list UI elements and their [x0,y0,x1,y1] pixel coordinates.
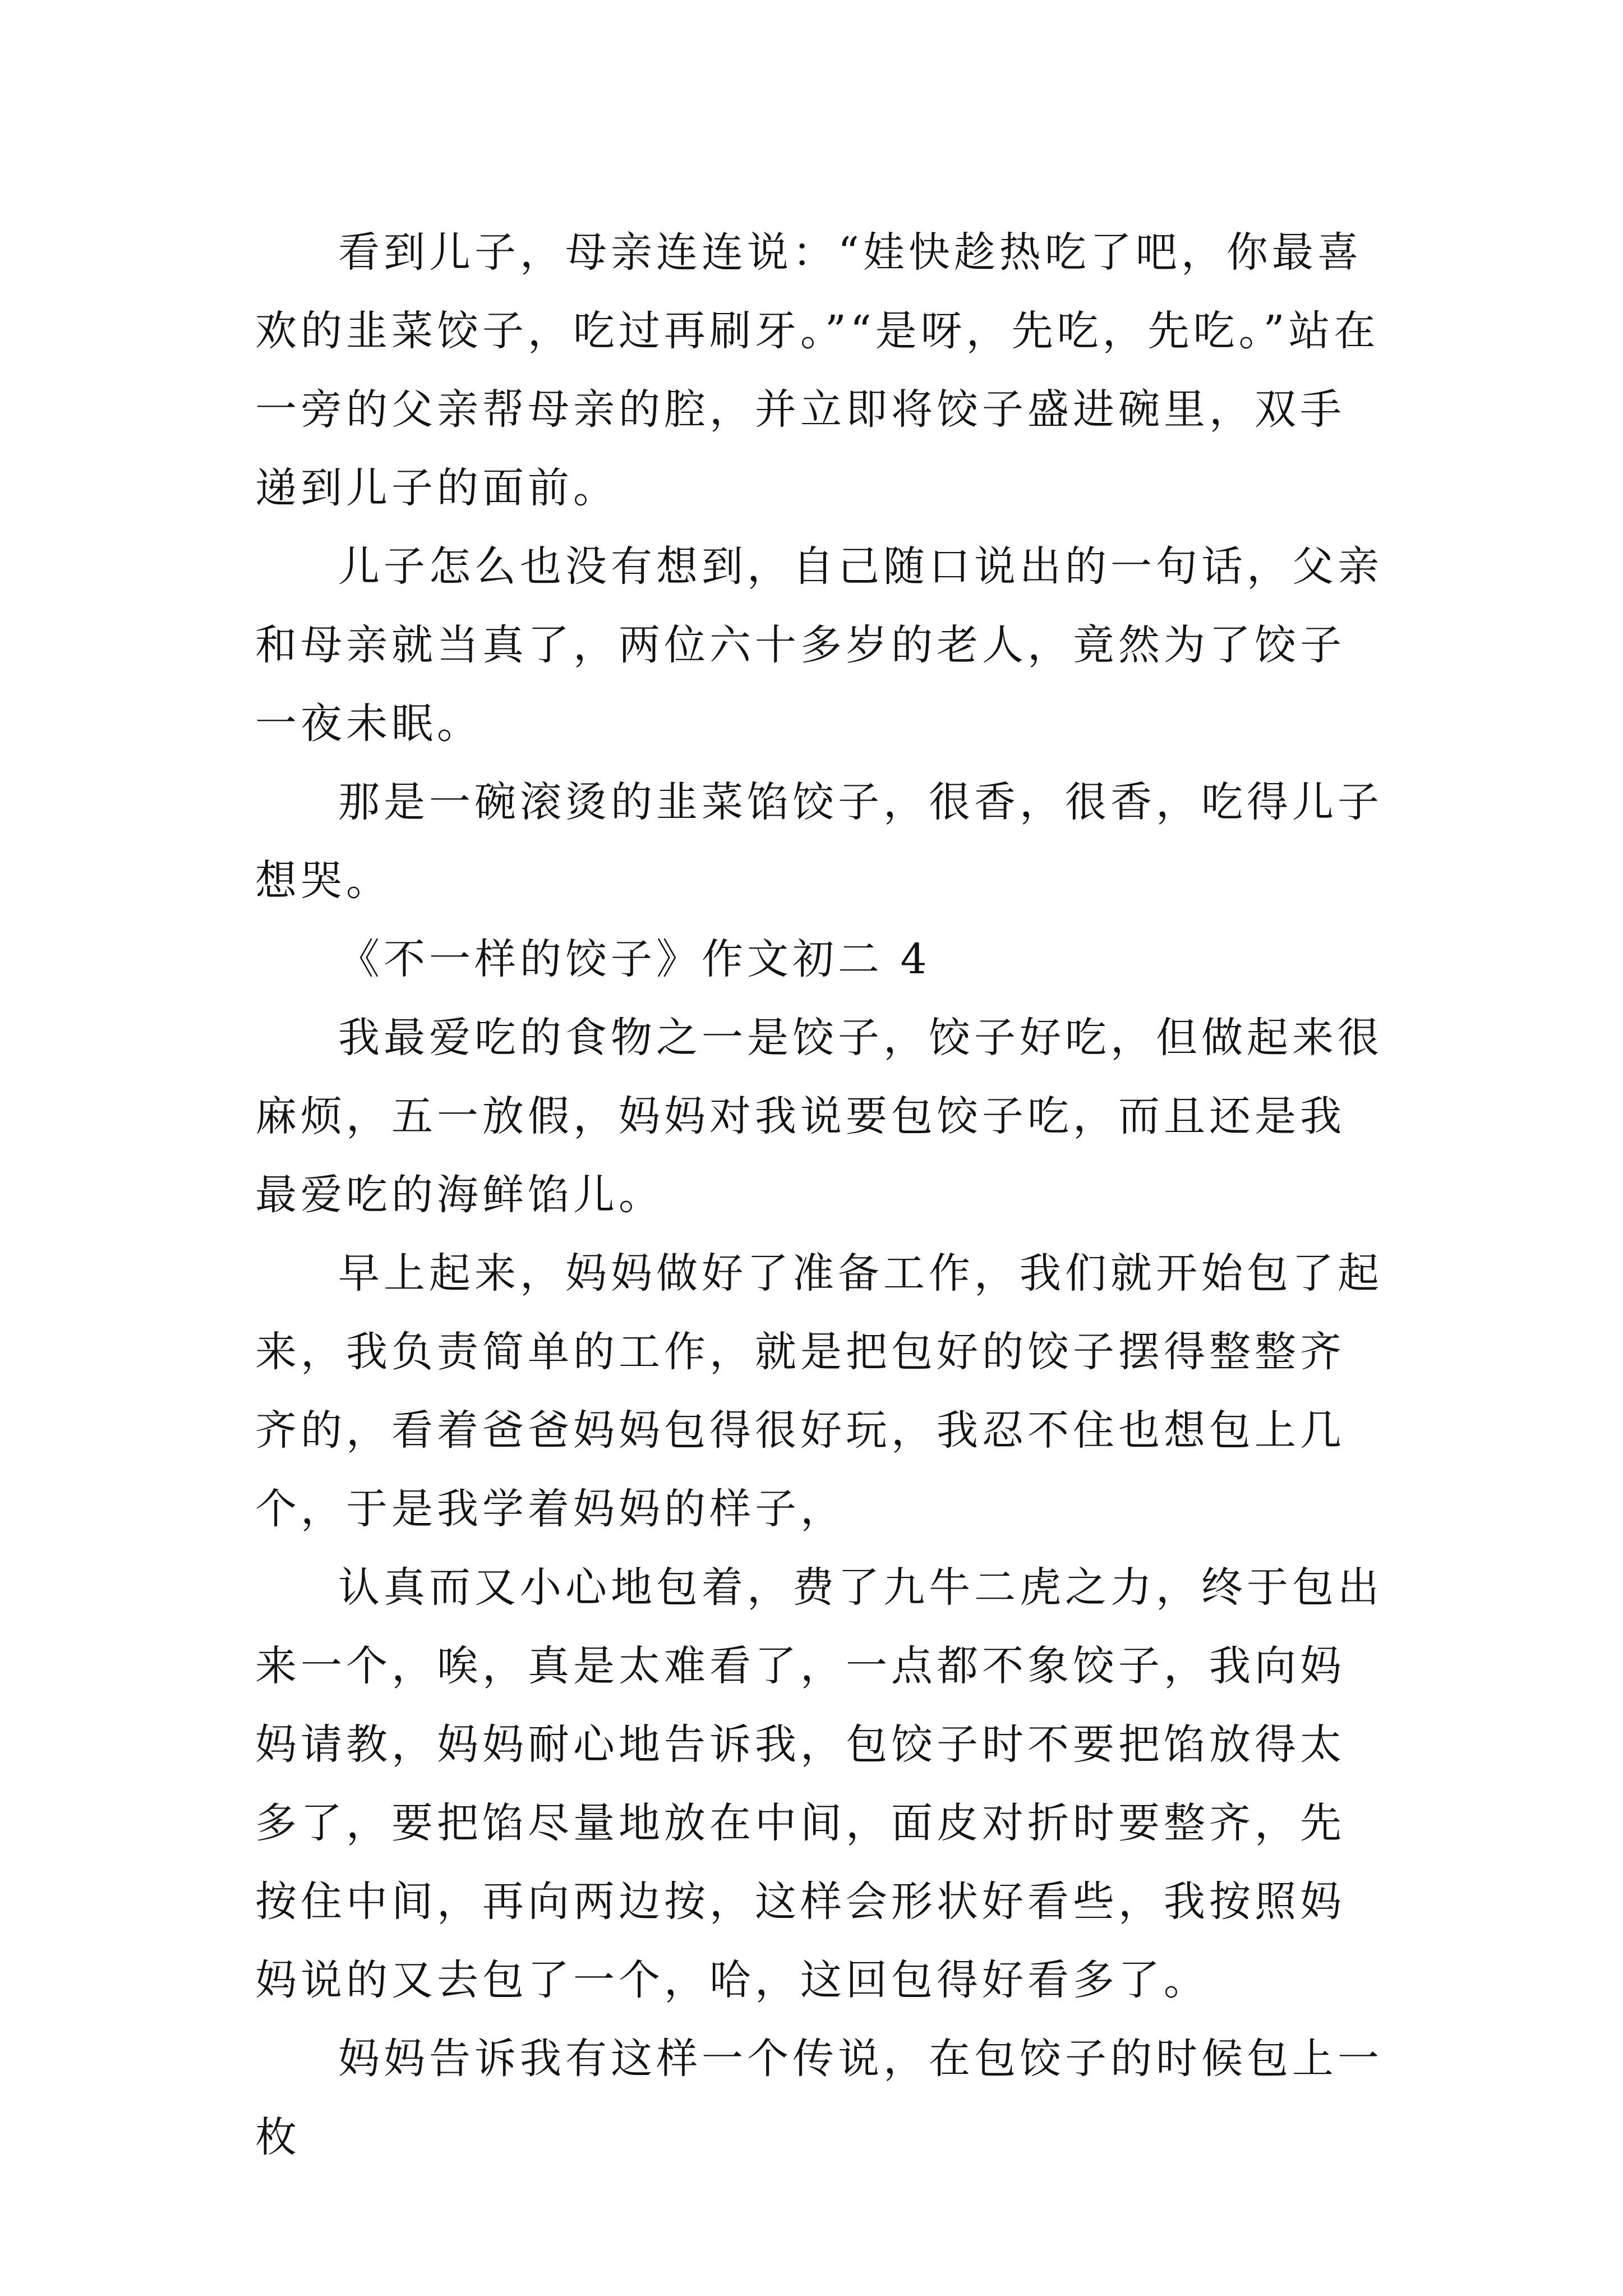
paragraph: 妈妈告诉我有这样一个传说，在包饺子的时候包上一枚 [255,2035,1383,2161]
paragraph: 儿子怎么也没有想到，自己随口说出的一句话，父亲和母亲就当真了，两位六十多岁的老人，竟然为了饺子一夜未眠。 [255,542,1383,748]
paragraph: 我最爱吃的食物之一是饺子，饺子好吃，但做起来很麻烦，五一放假，妈妈对我说要包饺子吃，而且还是我最爱吃的海鲜馅儿。 [255,1014,1383,1219]
section-title: 《不一样的饺子》作文初二 4 [338,935,931,983]
document-body [255,213,1388,2177]
paragraph: 那是一碗滚烫的韭菜馅饺子，很香，很香，吃得儿子想哭。 [255,778,1383,905]
paragraph: 认真而又小心地包着，费了九牛二虎之力，终于包出来一个，唉，真是太难看了，一点都不象饺子，我向妈妈请教，妈妈耐心地告诉我，包饺子时不要把馅放得太多了，要把馅尽量地放在中间，面皮对折时要整齐，先按住中间，再向两边按，这样会形状好看些，我按照妈妈说的又去包了一个，哈，这回包得好看多了。 [255,1563,1383,2004]
paragraph: 早上起来，妈妈做好了准备工作，我们就开始包了起来，我负责简单的工作，就是把包好的饺子摆得整整齐齐的，看着爸爸妈妈包得很好玩，我忍不住也想包上几个，于是我学着妈妈的样子， [255,1249,1383,1533]
paragraph: 看到儿子，母亲连连说：“娃快趁热吃了吧，你最喜欢的韭菜饺子，吃过再刷牙。”“是呀，先吃，先吃。”站在一旁的父亲帮母亲的腔，并立即将饺子盛进碗里，双手递到儿子的面前。 [255,228,1380,512]
